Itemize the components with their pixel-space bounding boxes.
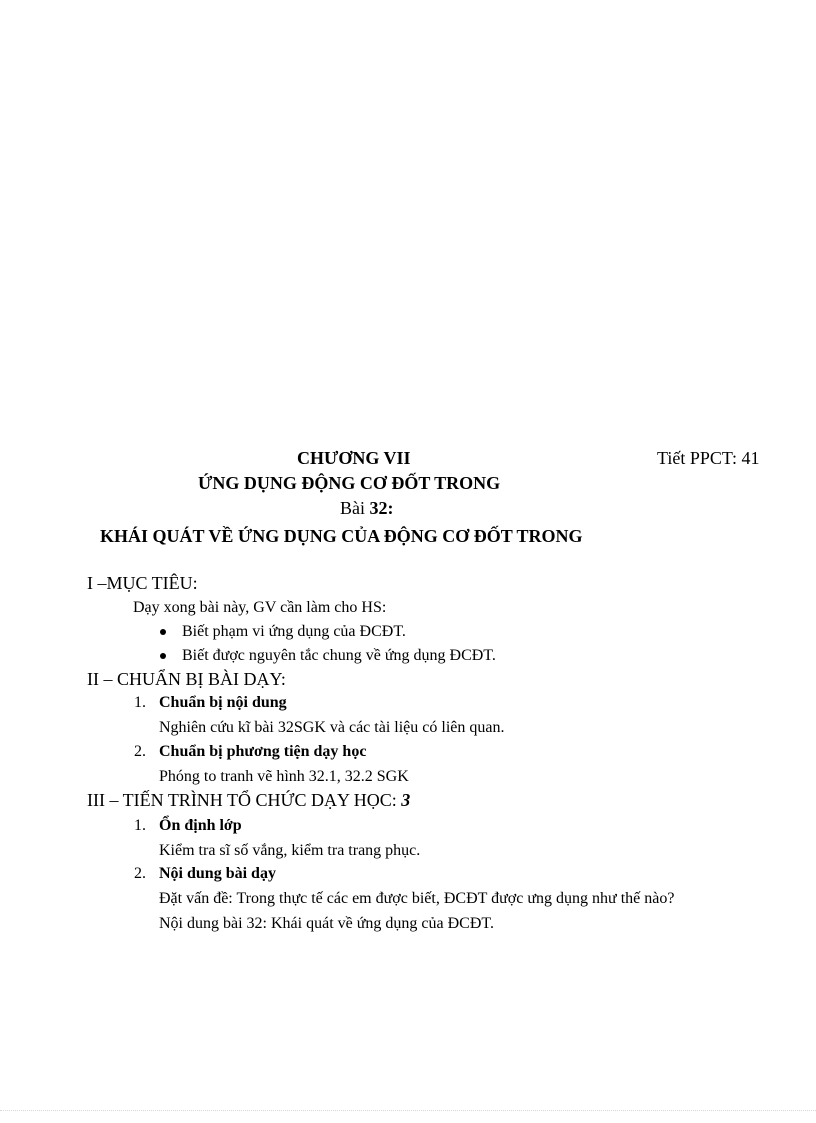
item-number: 2. [134,865,146,882]
section-3-title-text: III – TIẾN TRÌNH TỔ CHỨC DẠY HỌC: [87,790,397,810]
period-label: Tiết PPCT: 41 [657,448,760,468]
section-2-title: II – CHUẨN BỊ BÀI DẠY: [87,669,286,689]
item-text: Phóng to tranh vẽ hình 32.1, 32.2 SGK [159,768,409,785]
lesson-prefix: Bài [340,498,370,518]
item-title: Chuẩn bị nội dung [159,694,287,711]
item-title: Ổn định lớp [159,817,242,834]
section-1-intro: Dạy xong bài này, GV cần làm cho HS: [133,599,387,616]
lesson-number [340,498,394,519]
item-text: Đặt vấn đề: Trong thực tế các em được biết, ĐCĐT được ưng dụng như thế nào? [159,890,675,907]
item-text: Kiểm tra sĩ số vắng, kiểm tra trang phục. [159,842,421,859]
section-3-title [87,790,410,811]
chapter-heading: CHƯƠNG VII [297,448,411,468]
chapter-title: ỨNG DỤNG ĐỘNG CƠ ĐỐT TRONG [198,473,501,493]
item-text: Nội dung bài 32: Khái quát về ứng dụng của ĐCĐT. [159,915,494,932]
item-title: Nội dung bài dạy [159,865,276,882]
bullet-icon [160,629,166,635]
lesson-title: KHÁI QUÁT VỀ ỨNG DỤNG CỦA ĐỘNG CƠ ĐỐT TRONG [100,526,583,546]
section-1-title: I –MỤC TIÊU: [87,573,198,593]
item-number: 2. [134,743,146,760]
item-number: 1. [134,694,146,711]
lesson-number-value: 32: [369,498,394,518]
section-3-mark: 3 [401,790,411,810]
bullet-icon [160,653,166,659]
page-bottom-divider [0,1110,816,1111]
list-item: Biết phạm vi ứng dụng của ĐCĐT. [182,623,406,640]
item-title: Chuẩn bị phương tiện dạy học [159,743,367,760]
list-item: Biết được nguyên tắc chung về ứng dụng ĐCĐT. [182,647,496,664]
item-number: 1. [134,817,146,834]
item-text: Nghiên cứu kĩ bài 32SGK và các tài liệu có liên quan. [159,719,505,736]
